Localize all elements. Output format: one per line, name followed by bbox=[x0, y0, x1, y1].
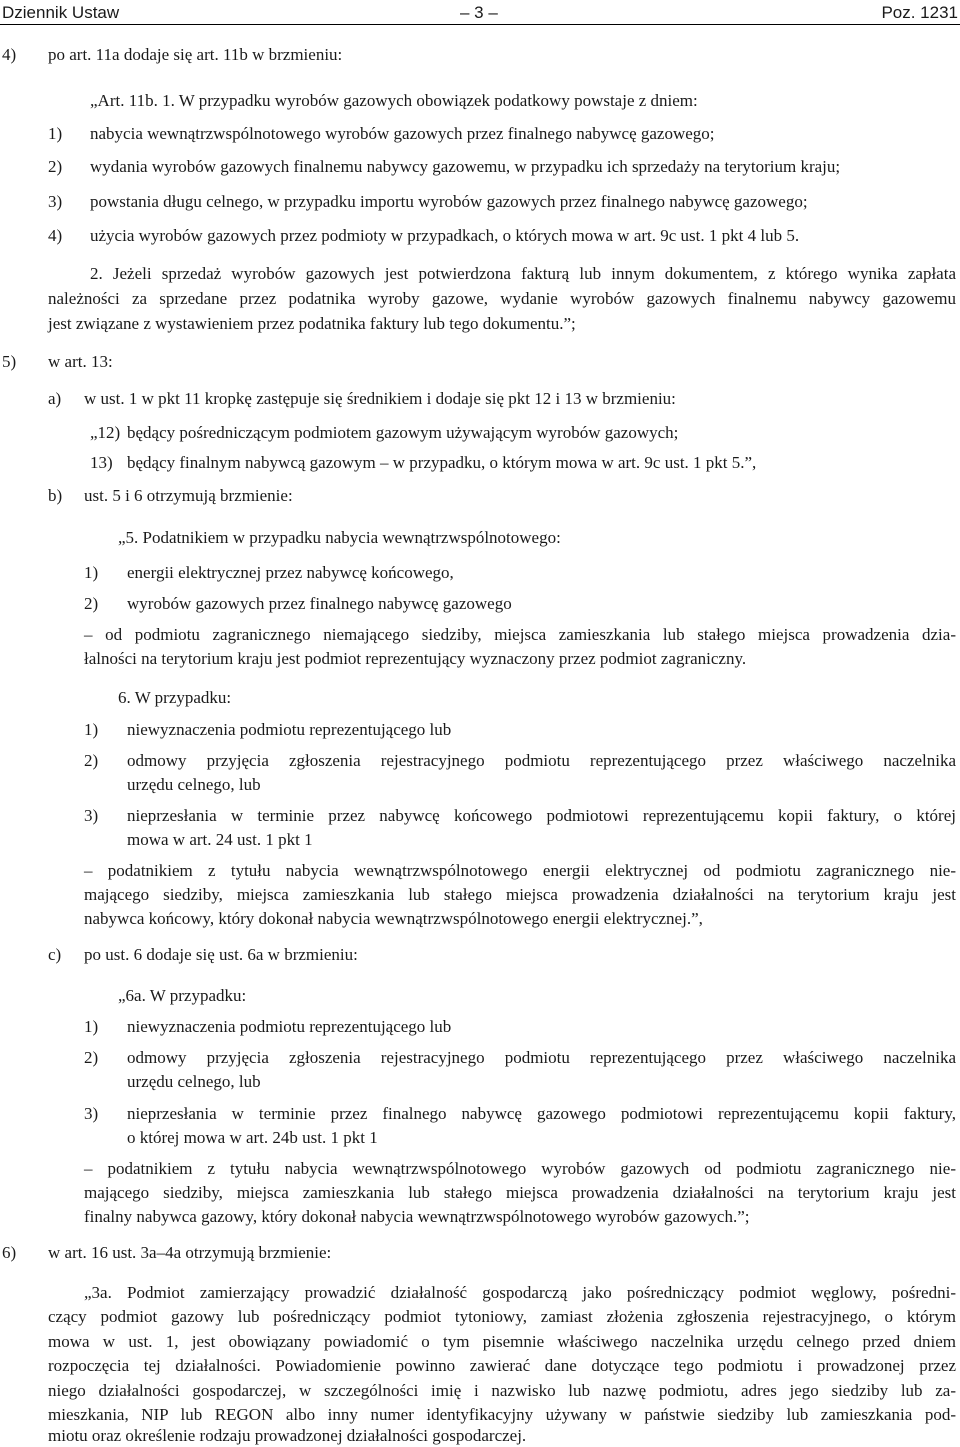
item-text: urzędu celnego, lub bbox=[127, 775, 261, 794]
paragraph-line: nabywca końcowy, który dokonał nabycia wewnątrzwspólnotowego energii elektrycznej.”, bbox=[84, 909, 703, 928]
item-text: niewyznaczenia podmiotu reprezentującego lub bbox=[127, 1017, 452, 1036]
letter-number: c) bbox=[48, 945, 62, 964]
point-number: 6) bbox=[2, 1243, 17, 1262]
paragraph-line: mającego siedziby, miejsca zamieszkania lub stałego miejsca prowadzenia działalności na terytorium kraju jest bbox=[84, 1183, 956, 1202]
paragraph-line: czący podmiot gazowy lub pośredniczący podmiot tytoniowy, zamiast złożenia zgłoszenia rejestracyjnego, o którym bbox=[48, 1307, 956, 1326]
paragraph-line: niego działalności gospodarczej, w szczególności imię i nazwisko lub nazwę podmiotu, adres jego siedziby lub za- bbox=[48, 1381, 956, 1400]
item-text: nieprzesłania w terminie przez nabywcę końcowego podmiotowi reprezentującemu kopii faktury, o której bbox=[127, 806, 956, 825]
item-number: 4) bbox=[48, 226, 63, 245]
item-number: 3) bbox=[48, 192, 63, 211]
item-number: 1) bbox=[84, 563, 99, 582]
journal-title: Dziennik Ustaw bbox=[2, 3, 120, 22]
section-intro: „5. Podatnikiem w przypadku nabycia wewnątrzwspólnotowego: bbox=[118, 528, 561, 547]
paragraph-line: – od podmiotu zagranicznego niemającego siedziby, miejsca zamieszkania lub stałego miejsca prowadzenia dzia- bbox=[84, 625, 956, 644]
section-intro: „6a. W przypadku: bbox=[118, 986, 247, 1005]
paragraph-line: – podatnikiem z tytułu nabycia wewnątrzwspólnotowego wyrobów gazowych od podmiotu zagranicznego nie- bbox=[84, 1159, 956, 1178]
point-number: 5) bbox=[2, 352, 17, 371]
letter-number: a) bbox=[48, 389, 62, 408]
item-text: nabycia wewnątrzwspólnotowego wyrobów gazowych przez finalnego nabywcę gazowego; bbox=[90, 124, 715, 143]
item-number: 1) bbox=[84, 720, 99, 739]
item-text: powstania długu celnego, w przypadku importu wyrobów gazowych przez finalnego nabywcę gazowego; bbox=[90, 192, 808, 211]
item-text: wyrobów gazowych przez finalnego nabywcę gazowego bbox=[127, 594, 512, 613]
item-number: 3) bbox=[84, 1104, 99, 1123]
position-number: Poz. 1231 bbox=[881, 3, 958, 22]
letter-number: b) bbox=[48, 486, 63, 505]
item-text: będący pośredniczącym podmiotem gazowym używającym wyrobów gazowych; bbox=[127, 423, 679, 442]
letter-text: w ust. 1 w pkt 11 kropkę zastępuje się średnikiem i dodaje się pkt 12 i 13 w brzmieniu: bbox=[84, 389, 676, 408]
point-text: w art. 13: bbox=[48, 352, 113, 371]
letter-text: ust. 5 i 6 otrzymują brzmienie: bbox=[84, 486, 293, 505]
item-text: nieprzesłania w terminie przez finalnego nabywcę gazowego podmiotowi reprezentującemu kopii faktury, bbox=[127, 1104, 956, 1123]
paragraph-line: należności za sprzedane przez podatnika wyroby gazowe, wydanie wyrobów gazowych finalnemu nabywcy gazowemu bbox=[48, 289, 956, 308]
paragraph-line: miotu oraz określenie rodzaju prowadzonej działalności gospodarczej. bbox=[48, 1426, 527, 1445]
page-header bbox=[0, 0, 960, 25]
paragraph-line: mowa w ust. 1, jest obowiązany powiadomić o tym pisemnie właściwego naczelnika urzędu celnego przed dniem bbox=[48, 1332, 956, 1351]
item-text: o której mowa w art. 24b ust. 1 pkt 1 bbox=[127, 1128, 378, 1147]
paragraph-line: finalny nabywca gazowy, który dokonał nabycia wewnątrzwspólnotowego wyrobów gazowych.”; bbox=[84, 1207, 750, 1226]
section-intro: 6. W przypadku: bbox=[118, 688, 232, 707]
paragraph-line: mającego siedziby, miejsca zamieszkania lub stałego miejsca prowadzenia działalności na terytorium kraju jest bbox=[84, 885, 956, 904]
paragraph-line: – podatnikiem z tytułu nabycia wewnątrzwspólnotowego energii elektrycznej od podmiotu zagranicznego nie- bbox=[84, 861, 956, 880]
item-number: „12) bbox=[90, 423, 121, 442]
item-text: wydania wyrobów gazowych finalnemu nabywcy gazowemu, w przypadku ich sprzedaży na terytorium kraju; bbox=[90, 157, 841, 176]
paragraph-line: 2. Jeżeli sprzedaż wyrobów gazowych jest potwierdzona fakturą lub innym dokumentem, z którego wynika zapłata bbox=[90, 264, 956, 283]
item-number: 2) bbox=[84, 1048, 99, 1067]
paragraph-line: łalności na terytorium kraju jest podmiot reprezentujący wyznaczony przez podmiot zagraniczny. bbox=[84, 649, 747, 668]
paragraph-line: jest związane z wystawieniem przez podatnika faktury lub tego dokumentu.”; bbox=[48, 314, 576, 333]
paragraph-line: „3a. Podmiot zamierzający prowadzić działalność gospodarczą jako pośredniczący podmiot węglowy, pośredni- bbox=[84, 1283, 956, 1302]
point-text: po art. 11a dodaje się art. 11b w brzmieniu: bbox=[48, 45, 343, 64]
article-intro: „Art. 11b. 1. W przypadku wyrobów gazowych obowiązek podatkowy powstaje z dniem: bbox=[90, 91, 698, 110]
item-number: 2) bbox=[48, 157, 63, 176]
item-text: odmowy przyjęcia zgłoszenia rejestracyjnego podmiotu reprezentującego przez właściwego naczelnika bbox=[127, 1048, 956, 1067]
item-text: urzędu celnego, lub bbox=[127, 1072, 261, 1091]
item-text: odmowy przyjęcia zgłoszenia rejestracyjnego podmiotu reprezentującego przez właściwego naczelnika bbox=[127, 751, 956, 770]
item-number: 2) bbox=[84, 594, 99, 613]
item-number: 13) bbox=[90, 453, 113, 472]
item-number: 3) bbox=[84, 806, 99, 825]
item-text: mowa w art. 24 ust. 1 pkt 1 bbox=[127, 830, 313, 849]
paragraph-line: rozpoczęcia tej działalności. Powiadomienie powinno zawierać dane dotyczące tego podmiotu i prowadzonej przez bbox=[48, 1356, 956, 1375]
point-text: w art. 16 ust. 3a–4a otrzymują brzmienie: bbox=[48, 1243, 332, 1262]
letter-text: po ust. 6 dodaje się ust. 6a w brzmieniu: bbox=[84, 945, 358, 964]
item-text: energii elektrycznej przez nabywcę końcowego, bbox=[127, 563, 454, 582]
item-text: niewyznaczenia podmiotu reprezentującego lub bbox=[127, 720, 452, 739]
item-number: 1) bbox=[48, 124, 63, 143]
item-text: będący finalnym nabywcą gazowym – w przypadku, o którym mowa w art. 9c ust. 1 pkt 5.”, bbox=[127, 453, 757, 472]
paragraph-line: mieszkania, NIP lub REGON albo inny numer identyfikacyjny używany w państwie siedziby lub zamieszkania pod- bbox=[48, 1405, 956, 1424]
point-number: 4) bbox=[2, 45, 17, 64]
item-number: 1) bbox=[84, 1017, 99, 1036]
item-text: użycia wyrobów gazowych przez podmioty w przypadkach, o których mowa w art. 9c ust. 1 pkt 4 lub 5. bbox=[90, 226, 800, 245]
page-number: – 3 – bbox=[460, 3, 498, 22]
item-number: 2) bbox=[84, 751, 99, 770]
